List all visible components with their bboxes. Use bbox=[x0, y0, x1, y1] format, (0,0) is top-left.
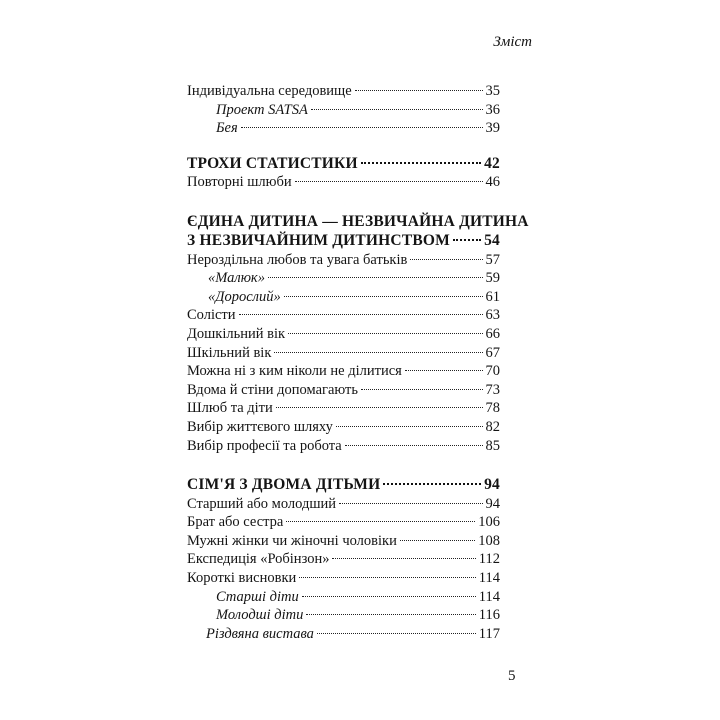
toc-entry-page: 63 bbox=[485, 307, 500, 324]
toc-entry bbox=[187, 325, 500, 344]
toc-entry-page: 94 bbox=[485, 495, 500, 512]
leader-dots bbox=[306, 614, 475, 615]
toc-entry-title: Бея bbox=[216, 120, 238, 137]
toc-chapter-title: СІМ'Я З ДВОМА ДІТЬМИ bbox=[187, 476, 381, 494]
toc-entry-page: 35 bbox=[485, 83, 500, 99]
toc-entry-title: Мужні жінки чи жіночні чоловіки bbox=[187, 532, 397, 549]
toc-entry bbox=[187, 306, 500, 325]
toc-entry-page: 70 bbox=[485, 363, 500, 380]
toc-entry bbox=[187, 173, 500, 192]
toc-entry bbox=[187, 399, 500, 418]
toc-entry-title: Індивідуальна середовище bbox=[187, 83, 352, 99]
toc-entry-page: 94 bbox=[484, 476, 500, 494]
toc-entry-title: Старші діти bbox=[216, 588, 299, 605]
leader-dots bbox=[345, 445, 483, 446]
leader-dots bbox=[361, 162, 481, 164]
table-of-contents bbox=[187, 82, 529, 643]
toc-entry-page: 36 bbox=[485, 101, 500, 118]
leader-dots bbox=[453, 239, 481, 241]
leader-dots bbox=[339, 503, 482, 504]
toc-entry-title: Вибір професії та робота bbox=[187, 437, 342, 454]
toc-entry bbox=[187, 513, 500, 532]
toc-chapter-title: ТРОХИ СТАТИСТИКИ bbox=[187, 154, 358, 172]
leader-dots bbox=[317, 633, 476, 634]
leader-dots bbox=[410, 259, 482, 260]
leader-dots bbox=[332, 558, 475, 559]
toc-entry-page: 108 bbox=[478, 532, 500, 549]
leader-dots bbox=[276, 407, 483, 408]
toc-chapter bbox=[187, 476, 500, 495]
toc-entry-page: 114 bbox=[478, 570, 500, 587]
toc-subentry bbox=[187, 101, 500, 120]
leader-dots bbox=[302, 596, 476, 597]
toc-entry-page: 116 bbox=[478, 607, 500, 624]
leader-dots bbox=[284, 296, 483, 297]
toc-entry bbox=[187, 495, 500, 514]
toc-entry-title: Вибір життєвого шляху bbox=[187, 418, 333, 435]
toc-chapter-title-line: ЄДИНА ДИТИНА — НЕЗВИЧАЙНА ДИТИНА bbox=[187, 212, 529, 230]
toc-entry-title: «Дорослий» bbox=[208, 288, 281, 305]
toc-entry-title: Старший або молодший bbox=[187, 495, 337, 512]
toc-entry-title: Короткі висновки bbox=[187, 570, 297, 587]
toc-entry-title: Можна ні з ким ніколи не ділитися bbox=[187, 363, 402, 380]
toc-entry bbox=[187, 82, 500, 101]
toc-entry bbox=[187, 344, 500, 363]
toc-entry-page: 112 bbox=[478, 551, 500, 568]
leader-dots bbox=[299, 577, 476, 578]
toc-entry bbox=[187, 251, 500, 270]
leader-dots bbox=[239, 314, 483, 315]
toc-entry-title: Брат або сестра bbox=[187, 514, 284, 531]
leader-dots bbox=[311, 109, 483, 110]
toc-entry-title: Шкільний вік bbox=[187, 344, 272, 361]
toc-entry bbox=[187, 550, 500, 569]
toc-entry-page: 57 bbox=[485, 251, 500, 268]
toc-entry-page: 73 bbox=[485, 381, 500, 398]
toc-entry-page: 59 bbox=[485, 270, 500, 287]
leader-dots bbox=[288, 333, 482, 334]
leader-dots bbox=[295, 181, 483, 182]
toc-entry-page: 117 bbox=[478, 625, 500, 642]
toc-entry-page: 61 bbox=[485, 288, 500, 305]
toc-entry-title: Шлюб та діти bbox=[187, 400, 273, 417]
toc-entry bbox=[187, 418, 500, 437]
toc-entry-title: Проект SATSA bbox=[216, 101, 308, 118]
toc-entry-title: Вдома й стіни допомагають bbox=[187, 381, 358, 398]
toc-entry bbox=[187, 362, 500, 381]
leader-dots bbox=[268, 277, 483, 278]
toc-subentry bbox=[187, 119, 500, 138]
leader-dots bbox=[400, 540, 475, 541]
toc-entry-page: 46 bbox=[485, 174, 500, 191]
toc-entry-page: 85 bbox=[485, 437, 500, 454]
toc-entry-title: Солісти bbox=[187, 307, 236, 324]
leader-dots bbox=[241, 127, 483, 128]
toc-entry-page: 106 bbox=[478, 514, 500, 531]
toc-entry bbox=[187, 437, 500, 456]
toc-subentry bbox=[187, 269, 500, 288]
leader-dots bbox=[336, 426, 483, 427]
toc-entry-title: Різдвяна вистава bbox=[206, 625, 314, 642]
toc-subentry bbox=[187, 288, 500, 307]
toc-entry-title: Дошкільний вік bbox=[187, 325, 286, 342]
leader-dots bbox=[274, 352, 482, 353]
toc-entry-page: 82 bbox=[485, 418, 500, 435]
toc-chapter bbox=[187, 155, 500, 174]
toc-entry-page: 114 bbox=[478, 588, 500, 605]
running-head: Зміст bbox=[493, 34, 532, 50]
toc-subentry bbox=[187, 625, 500, 644]
toc-entry bbox=[187, 532, 500, 551]
toc-entry-page: 78 bbox=[485, 400, 500, 417]
toc-subentry bbox=[187, 588, 500, 607]
leader-dots bbox=[383, 483, 481, 485]
toc-entry-page: 66 bbox=[485, 325, 500, 342]
toc-entry-page: 39 bbox=[485, 120, 500, 137]
toc-entry-page: 67 bbox=[485, 344, 500, 361]
leader-dots bbox=[361, 389, 483, 390]
toc-chapter-title: З НЕЗВИЧАЙНИМ ДИТИНСТВОМ bbox=[187, 231, 450, 249]
toc-entry-title: Повторні шлюби bbox=[187, 174, 292, 191]
toc-entry-page: 42 bbox=[484, 154, 500, 172]
toc-entry-title: «Малюк» bbox=[208, 270, 265, 287]
toc-entry-page: 54 bbox=[484, 231, 500, 249]
toc-entry bbox=[187, 569, 500, 588]
leader-dots bbox=[355, 90, 483, 91]
toc-entry-title: Молодші діти bbox=[216, 607, 304, 624]
page-number: 5 bbox=[508, 668, 516, 684]
toc-entry-title: Експедиція «Робінзон» bbox=[187, 551, 330, 568]
toc-entry bbox=[187, 381, 500, 400]
leader-dots bbox=[286, 521, 475, 522]
toc-chapter bbox=[187, 232, 500, 251]
toc-entry-title: Нероздільна любов та увага батьків bbox=[187, 251, 408, 268]
toc-subentry bbox=[187, 606, 500, 625]
leader-dots bbox=[405, 370, 483, 371]
